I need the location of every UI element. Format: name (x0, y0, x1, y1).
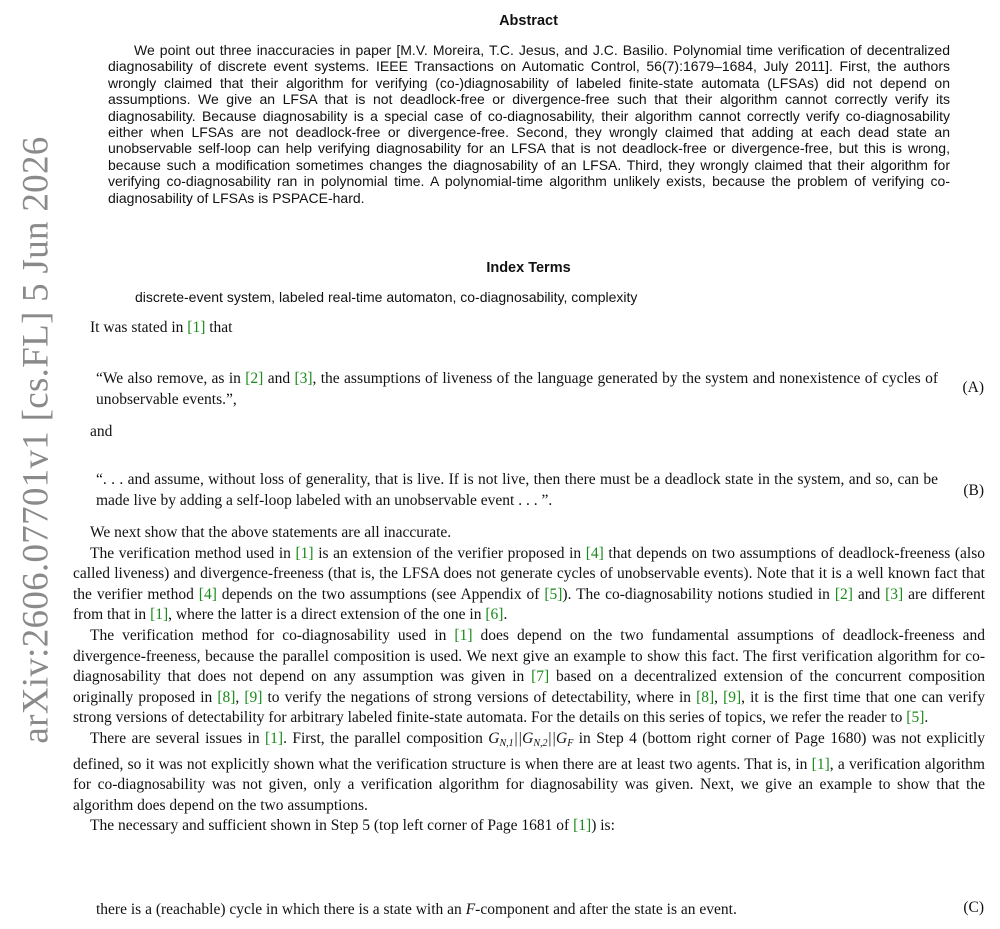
citation-link[interactable]: [1] (454, 626, 473, 644)
citation-link[interactable]: [5] (906, 709, 925, 727)
paragraph-and: and (90, 423, 113, 440)
citation-link[interactable]: [3] (294, 370, 313, 387)
citation-link[interactable]: [8] (217, 688, 236, 706)
equation-label-c: (C) (963, 899, 984, 916)
citation-link[interactable]: [6] (485, 606, 504, 624)
paragraph: The verification method used in [1] is an extension of the verifier proposed in [4] that depends on two assumptions of deadlock-freeness (also called liveness) and divergence-freeness (that is, the LFSA does not generate cycles of unobservable events). Note that it is a well known fact that the verifier method [4] depends on the two assumptions (see Appendix of [5]). The co-diagnosability notions studied in [2] and [3] are different from that in [1], where the latter is a direct extension of the one in [6]. (73, 544, 986, 624)
citation-link[interactable]: [8] (696, 688, 715, 706)
citation-link[interactable]: [5] (544, 585, 563, 603)
math-parallel-composition: $G_{N,1}||G_{N,2}||G_F$ (488, 729, 574, 749)
citation-link[interactable]: [3] (885, 585, 904, 603)
equation-label-b: (B) (963, 482, 984, 499)
citation-link[interactable]: [1] (150, 606, 169, 624)
abstract-body: We point out three inaccuracies in paper [M.V. Moreira, T.C. Jesus, and J.C. Basilio. Polynomial time verification of decentralized diagnosability of discrete event systems. IEEE Transactions on Automatic Control, 56(7):1679–1684, July 2011]. First, the authors wrongly claimed that their algorithm for verifying (co-)diagnosability of labeled finite-state automata (LFSAs) did not depend on assumptions. We give an LFSA that is not deadlock-free or divergence-free such that their algorithm cannot correctly verify its diagnosability. Because diagnosability is a special case of co-diagnosability, their algorithm cannot correctly verify co-diagnosability either when LFSAs are not deadlock-free or divergence-free. Second, they wrongly claimed that adding at each dead state an unobservable self-loop can help verifying diagnosability for an LFSA that is not deadlock-free or divergence-free, but this is wrong, because such a modification sometimes changes the diagnosability of an LFSA. Third, they wrongly claimed that their algorithm for verifying co-diagnosability ran in polynomial time. A polynomial-time algorithm unlikely exists, because the problem of verifying co-diagnosability of LFSAs is PSPACE-hard. (108, 42, 950, 206)
quote-a: “We also remove, as in [2] and [3], the assumptions of liveness of the language generated by the system and nonexistence of cycles of unobservable events.”, (96, 370, 938, 408)
citation-link[interactable]: [1] (264, 729, 284, 747)
citation-link[interactable]: [2] (245, 370, 264, 387)
paragraph: There are several issues in [1]. First, the parallel composition $G_{N,1}||G_{N,2}||G_F$ in Step 4 (bottom right corner of Page 1680) was not explicitly defined, so it was not explicitly shown what the verification structure is when there are at least two agents. That is, in [1], a verification algorithm for co-diagnosability was not given, only a verification algorithm for diagnosability was given. Next, we give an example to show that the algorithm does depend on the two assumptions. (73, 729, 985, 814)
citation-link[interactable]: [4] (198, 585, 217, 603)
quote-b: “. . . and assume, without loss of generality, that is live. If is not live, then there must be a deadlock state in the system, and so, can be made live by adding a self-loop labeled with an unobservable event . . . ”. (96, 471, 938, 509)
main-body (73, 523, 985, 837)
abstract-heading: Abstract (499, 13, 558, 29)
citation-link[interactable]: [9] (723, 688, 742, 706)
paragraph: We next show that the above statements are all inaccurate. (90, 524, 452, 541)
citation-link[interactable]: [4] (585, 544, 604, 562)
citation-link[interactable]: [1] (573, 817, 592, 835)
citation-link[interactable]: [1] (295, 544, 314, 562)
citation-link[interactable]: [7] (531, 668, 550, 686)
paragraph: The verification method for co-diagnosability used in [1] does depend on the two fundamental assumptions of deadlock-freeness and divergence-freeness, because the parallel composition is used. We next give an example to show this fact. The first verification algorithm for co-diagnosability that does not depend on any assumption was given in [7] based on a decentralized extension of the concurrent composition originally proposed in [8], [9] to verify the negations of strong versions of detectability, where in [8], [9], it is the first time that one can verify strong versions of detectability for arbitrary labeled finite-state automata. For the details on this series of topics, we refer the reader to [5]. (73, 626, 986, 727)
arxiv-identifier: arXiv:2606.07701v1 [cs.FL] 5 Jun 2026 (15, 136, 57, 744)
index-terms-heading: Index Terms (486, 260, 571, 276)
citation-link[interactable]: [1] (811, 755, 830, 773)
arxiv-sidebar-stamp (14, 136, 58, 744)
statement-c: there is a (reachable) cycle in which there is a state with an F-component and after the state is an event. (96, 901, 737, 918)
citation-link[interactable]: [9] (244, 688, 263, 706)
paragraph-intro: It was stated in [1] that (90, 319, 233, 336)
paragraph: The necessary and sufficient shown in Step 5 (top left corner of Page 1681 of [1]) is: (90, 817, 615, 835)
citation-link[interactable]: [1] (187, 319, 206, 336)
index-terms-body: discrete-event system, labeled real-time automaton, co-diagnosability, complexity (135, 289, 638, 305)
citation-link[interactable]: [2] (834, 585, 853, 603)
equation-label-a: (A) (962, 379, 984, 396)
